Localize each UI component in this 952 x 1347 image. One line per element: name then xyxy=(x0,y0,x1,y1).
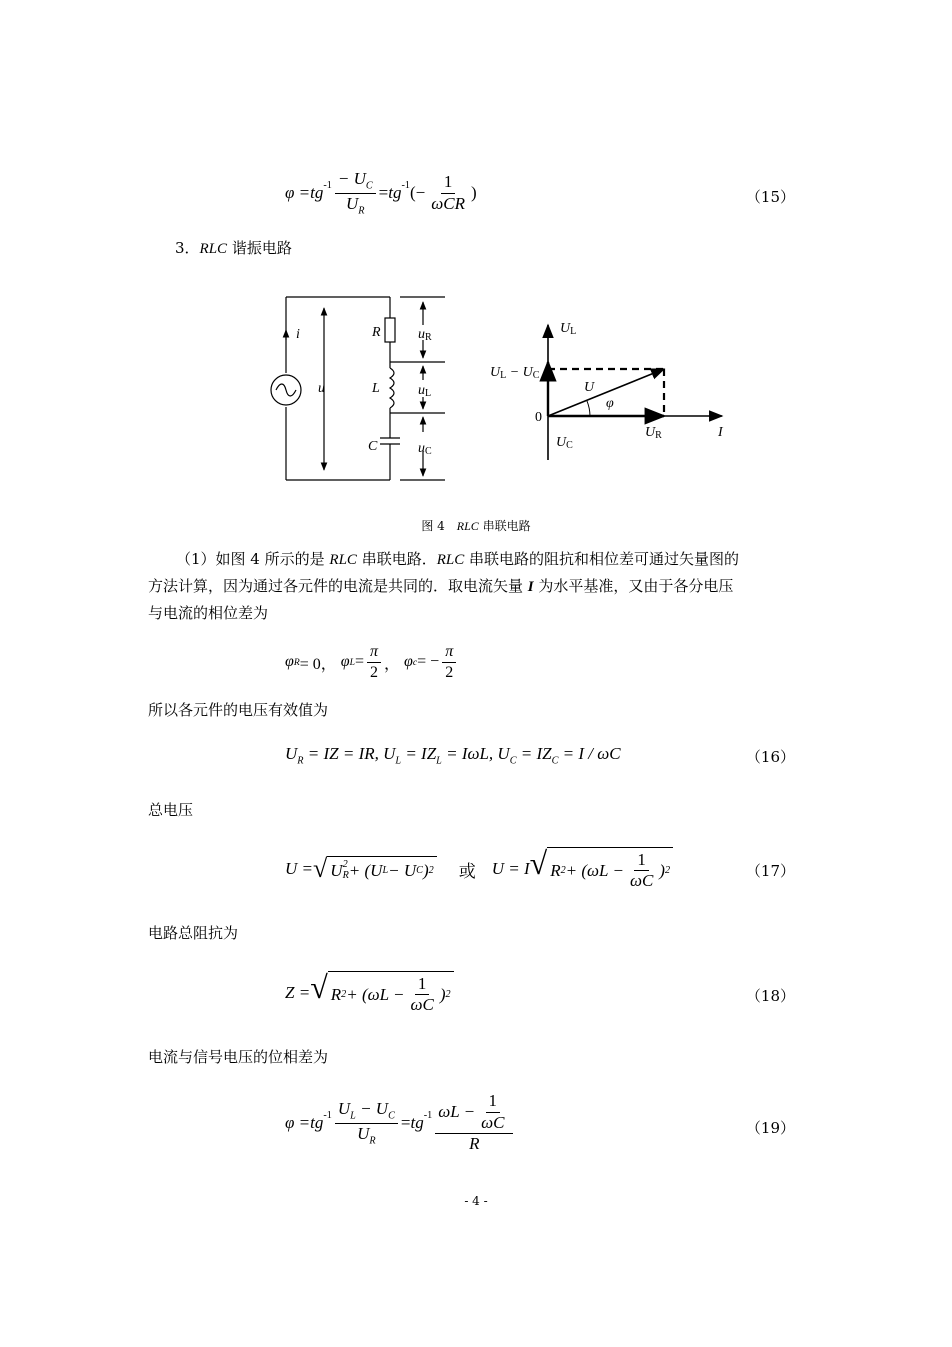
equation-17: U = √ U 2 R + (U L − U C ) 2 或 U = I √ R 2 + (ωL − $\frac{1}{\omega C}$ ) 2 xyxy=(285,844,673,894)
label-UR: UR xyxy=(645,425,662,441)
phase-relations: φ R = 0， φ L = $\frac{\pi}{2}$ ， φ c = − $\frac{\pi}{2}$ xyxy=(285,640,459,684)
label-L: L xyxy=(372,381,380,396)
equation-number-18: （18） xyxy=(745,987,795,1005)
page-number: - 4 - xyxy=(464,1194,488,1208)
label-C: C xyxy=(368,439,378,454)
equation-number-17: （17） xyxy=(745,862,795,880)
paragraph-1: （1）如图 4 所示的是 RLC 串联电路．RLC 串联电路的阻抗和相位差可通过矢量图的 方法计算，因为通过各元件的电流是共同的．取电流矢量 I 为水平基准，又由于各分电压 与电流的相位差为 xyxy=(148,550,739,622)
equation-number-19: （19） xyxy=(745,1119,795,1137)
paragraph-5: 电流与信号电压的位相差为 xyxy=(148,1048,329,1066)
label-uR: uR xyxy=(418,327,432,343)
equation-number-15: （15） xyxy=(745,188,795,206)
equation-15: φ = tg $^{-1}$ $\frac{- U_C}{U_R}$ = tg $^{-1}$ (− $\frac{1}{\text{ωCR}}$ ) xyxy=(285,168,477,216)
label-u: u xyxy=(318,381,325,396)
fraction-1-wcr: $\frac{1}{\text{ωCR}}$ xyxy=(431,172,465,213)
label-R: R xyxy=(372,325,381,340)
figure-caption: 图 4 RLC 串联电路 xyxy=(421,519,531,533)
paragraph-3: 总电压 xyxy=(148,801,194,819)
label-uL: uL xyxy=(418,383,432,399)
equation-number-16: （16） xyxy=(745,748,795,766)
inductor-icon xyxy=(390,368,394,408)
label-phi: φ xyxy=(606,396,614,411)
label-UL-UC: UL − UC xyxy=(490,365,540,381)
label-i: i xyxy=(296,327,300,342)
label-I: I xyxy=(718,425,723,440)
fraction-uc-ur: $\frac{- U_C}{U_R}$ xyxy=(335,169,376,217)
label-UC: UC xyxy=(556,435,573,451)
equation-16: $U_R$ = IZ = IR, $U_L = IZ_L = I\omega L$, $U_C = IZ_C = I / \omega C$ xyxy=(285,744,621,767)
label-UL: UL xyxy=(560,321,577,337)
resistor-icon xyxy=(385,318,395,342)
section-heading-3: 3．RLC 谐振电路 xyxy=(175,239,292,257)
equation-19: φ = tg $^{-1}$ $\frac{U_L - U_C}{U_R}$ = tg $^{-1}$ ωL − $\frac{1}{\omega C}$ R xyxy=(285,1088,516,1158)
equation-18: Z = √ R 2 + (ωL − $\frac{1}{\omega C}$ ) 2 xyxy=(285,968,454,1018)
label-zero: 0 xyxy=(535,410,542,425)
figure-4-rlc-circuit xyxy=(0,280,952,500)
paragraph-2: 所以各元件的电压有效值为 xyxy=(148,701,329,719)
phasor-diagram xyxy=(548,325,722,460)
label-U: U xyxy=(584,380,595,395)
paragraph-4: 电路总阻抗为 xyxy=(148,924,239,942)
label-uC: uC xyxy=(418,441,432,457)
